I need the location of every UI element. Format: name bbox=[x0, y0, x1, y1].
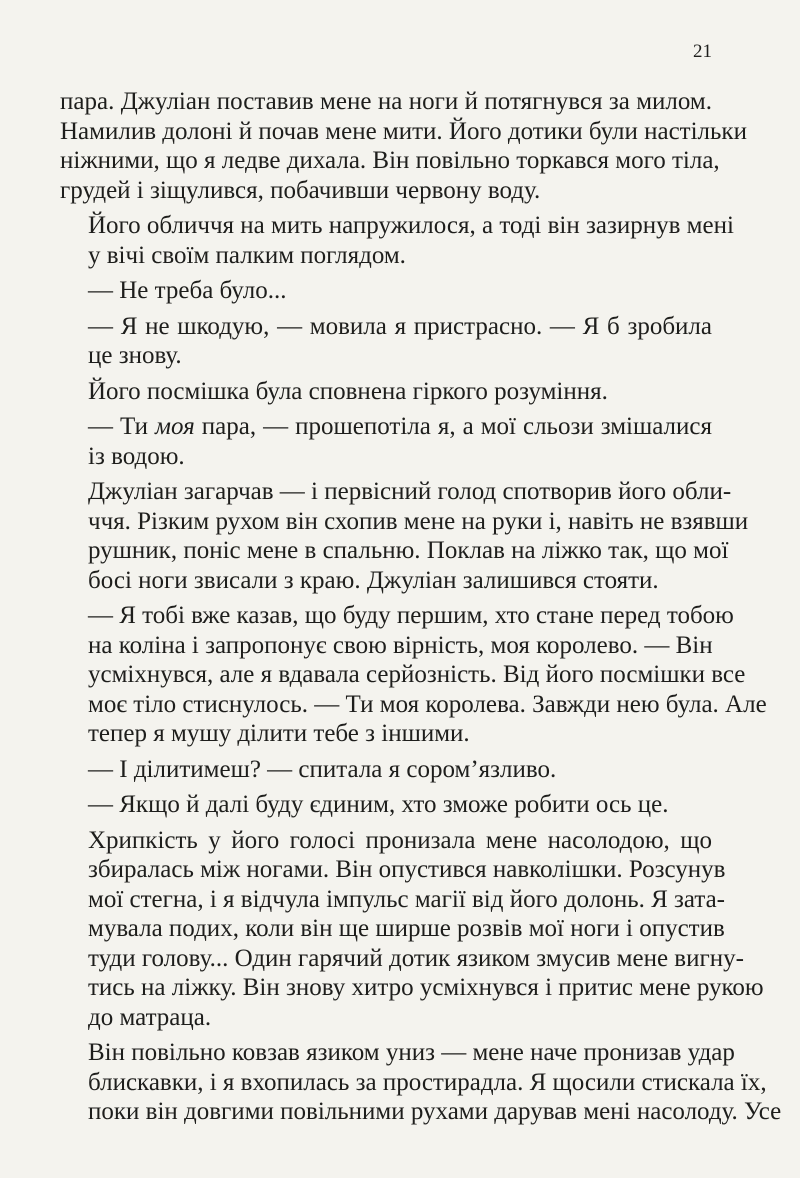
text-line: пара. Джуліан поставив мене на ноги й потягнувся за милом. bbox=[60, 88, 712, 115]
text-line: усміхнувся, але я вдавала серйозність. Від його посмішки все bbox=[88, 661, 746, 688]
text-line: у вічі своїм палким поглядом. bbox=[88, 241, 406, 269]
text-line: моє тіло стиснулось. — Ти моя королева. Завжди нею була. Але bbox=[88, 690, 767, 718]
text-line: рушник, поніс мене в спальню. Поклав на ліжко так, що мої bbox=[88, 537, 729, 564]
text-line: збиралась між ногами. Він опустився навколішки. Розсунув bbox=[88, 856, 726, 883]
page-number: 21 bbox=[693, 41, 712, 62]
paragraph bbox=[60, 790, 712, 820]
text-line: до матраца. bbox=[88, 1003, 212, 1031]
text-fragment: — Ти bbox=[88, 413, 156, 440]
italic-word: моя bbox=[155, 413, 195, 440]
paragraph bbox=[60, 1038, 782, 1127]
text-line: це знову. bbox=[88, 342, 182, 369]
text-fragment: пара, — прошепотіла я, а мої сльози змішалися bbox=[194, 413, 713, 440]
paragraph bbox=[60, 601, 767, 749]
text-line: грудей і зіщулився, побачивши червону воду. bbox=[60, 176, 541, 204]
paragraph bbox=[60, 276, 712, 306]
text-line: босі ноги звисали з краю. Джуліан залишився стояти. bbox=[88, 566, 659, 594]
paragraph bbox=[60, 412, 712, 471]
text-line: тепер я мушу ділити тебе з іншими. bbox=[88, 720, 470, 747]
paragraph bbox=[60, 377, 712, 407]
text-line: — Я тобі вже казав, що буду першим, хто стане перед тобою bbox=[88, 602, 734, 629]
text-line: Його обличчя на мить напружилося, а тоді він зазирнув мені bbox=[88, 212, 734, 239]
text-line: мувала подих, коли він ще ширше розвів мої ноги і опустив bbox=[88, 915, 725, 942]
text-line: Він повільно ковзав язиком униз — мене наче пронизав удар bbox=[88, 1039, 735, 1066]
paragraph bbox=[60, 755, 712, 785]
paragraph bbox=[60, 211, 734, 270]
text-line: ччя. Різким рухом він схопив мене на руки і, навіть не взявши bbox=[88, 507, 749, 535]
text-line: Хрипкість у його голосі пронизала мене насолодою, що bbox=[88, 826, 712, 854]
text-line: Намилив долоні й почав мене мити. Його дотики були настільки bbox=[60, 117, 747, 145]
text-line: із водою. bbox=[88, 442, 185, 470]
text-line: мої стегна, і я відчула імпульс магії від його долонь. Я зата- bbox=[88, 885, 726, 913]
text-line: ніжними, що я ледве дихала. Він повільно торкався мого тіла, bbox=[60, 147, 720, 174]
text-line: — Не треба було... bbox=[88, 277, 287, 304]
text-line: — Я не шкодую, — мовила я пристрасно. — Я б зробила bbox=[88, 312, 712, 340]
text-line: туди голову... Один гарячий дотик язиком змусив мене вигну- bbox=[88, 944, 744, 972]
text-line: блискавки, і я вхопилась за простирадла. Я щосили стискала їх, bbox=[88, 1068, 767, 1096]
text-line: тись на ліжку. Він знову хитро усміхнувся і притис мене рукою bbox=[88, 974, 764, 1001]
paragraph bbox=[60, 826, 764, 1033]
text-line: — Якщо й далі буду єдиним, хто зможе робити ось це. bbox=[88, 791, 669, 818]
paragraph bbox=[60, 312, 712, 371]
text-line: на коліна і запропонує свою вірність, моя королево. — Він bbox=[88, 631, 713, 659]
text-line: Джуліан загарчав — і первісний голод спотворив його обли- bbox=[88, 478, 732, 505]
text-line: — І ділитимеш? — спитала я сором’язливо. bbox=[88, 755, 557, 783]
text-line: поки він довгими повільними рухами дарував мені насолоду. Усе bbox=[88, 1098, 782, 1125]
paragraph bbox=[60, 477, 749, 595]
text-line: Його посмішка була сповнена гіркого розуміння. bbox=[88, 377, 608, 405]
paragraph bbox=[60, 87, 747, 205]
text-line bbox=[60, 412, 712, 442]
page-text bbox=[60, 87, 782, 1133]
